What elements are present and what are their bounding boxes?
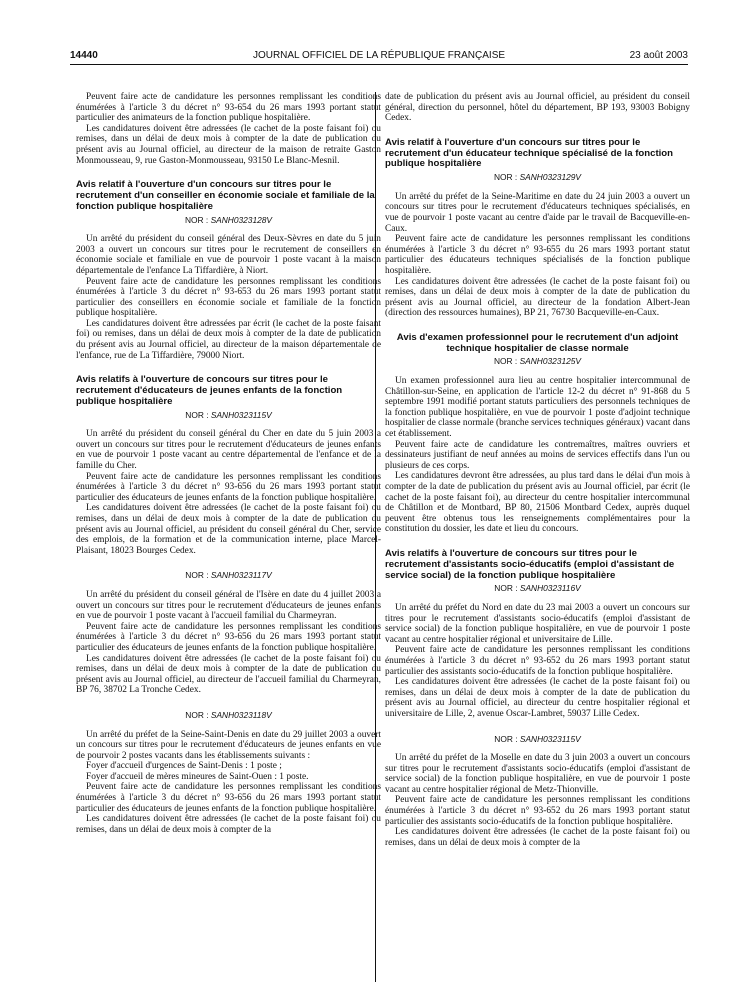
- notice-section: [385, 549, 690, 720]
- paragraph: Les candidatures doivent être adressées (le cachet de la poste faisant foi) ou remises, dans un délai de deux mois à compter de la date de publication du présent avis au Journal officiel, au directeur de l'accueil familial du Charmeyran, BP 76, 38702 La Tronche Cedex.: [76, 653, 381, 696]
- notice-section: [385, 333, 690, 535]
- paragraph: Les candidatures doivent être adressées (le cachet de la poste faisant foi) ou remises, dans un délai de deux mois à compter de la date de publication du présent avis au Journal officiel, au président du conseil général du Cher, service des emplois, de la formation et de la communication interne, place Marcel-Plaisant, 18023 Bourges Cedex.: [76, 503, 381, 556]
- paragraph: Un arrêté du président du conseil général des Deux-Sèvres en date du 5 juin 2003 a ouvert un concours sur titres pour le recrutement de conseillers en économie sociale et familiale en vue de pourvoir 1 poste vacant à la maison départementale de l'enfance La Tiffardière, à Niort.: [76, 234, 381, 276]
- issue-date: 23 août 2003: [629, 50, 688, 61]
- notice-subsection: [76, 570, 381, 696]
- paragraph: Un arrêté du préfet de la Seine-Maritime en date du 24 juin 2003 a ouvert un concours sur titres pour le recrutement d'éducateurs techniques spécialisés, en vue de pourvoir 1 poste vacant au centre d'aide par le travail de Bacqueville-en-Caux.: [385, 191, 690, 234]
- nor-reference: NOR : SANH0323115V: [185, 409, 272, 420]
- page-number: 14440: [70, 50, 98, 61]
- nor-reference: NOR : SANH0323115V: [494, 733, 581, 744]
- right-column: [385, 92, 690, 848]
- left-column: [76, 92, 381, 835]
- paragraph: Un arrêté du préfet de la Seine-Saint-Denis en date du 29 juillet 2003 a ouvert un concours sur titres pour le recrutement d'éducateurs de jeunes enfants en vue de pourvoir 2 postes vacants dans les établissements suivants :: [76, 729, 381, 761]
- nor-reference: NOR : SANH0323125V: [493, 356, 582, 367]
- paragraph: Peuvent faire acte de candidature les personnes remplissant les conditions énumérées à l'article 3 du décret n° 93-652 du 26 mars 1993 portant statut particulier des assistants socio-éducatifs de la fonction publique hospitalière.: [385, 645, 690, 677]
- paragraph: Les candidatures devront être adressées, au plus tard dans le délai d'un mois à compter de la date de publication du présent avis au Journal officiel, par écrit (le cachet de la poste faisant foi), au directeur du centre hospitalier intercommunal de Châtillon et de Montbard, BP 80, 21506 Montbard Cedex, auprès duquel peuvent être obtenus tous les renseignements complémentaires pour la constitution du dossier, les date et lieu du concours.: [385, 471, 690, 535]
- notice-title: Avis relatif à l'ouverture d'un concours sur titres pour le recrutement d'un éducateur technique spécialisé de la fonction publique hospitalière: [385, 136, 674, 170]
- paragraph: Peuvent faire acte de candidature les personnes remplissant les conditions énumérées à l'article 3 du décret n° 93-656 du 26 mars 1993 portant statut particulier des éducateurs de jeunes enfants de la fonction publique hospitalière.: [76, 471, 381, 503]
- paragraph: date de publication du présent avis au Journal officiel, au président du conseil général, direction du personnel, hôtel du département, BP 193, 93003 Bobigny Cedex.: [385, 92, 690, 124]
- paragraph: Un arrêté du président du conseil général du Cher en date du 5 juin 2003 a ouvert un concours sur titres pour le recrutement d'éducateurs de jeunes enfants en vue de pourvoir 1 poste vacant au centre départemental de l'enfance et de la famille du Cher.: [76, 429, 381, 472]
- paragraph: Peuvent faire acte de candidature les personnes remplissant les conditions énumérées à l'article 3 du décret n° 93-656 du 26 mars 1993 portant statut particulier des éducateurs de jeunes enfants de la fonction publique hospitalière.: [76, 782, 381, 814]
- paragraph: Peuvent faire acte de candidature les contremaîtres, maîtres ouvriers et dessinateurs justifiant de neuf années au moins de services effectifs dans l'un ou plusieurs de ces corps.: [385, 439, 690, 471]
- paragraph: Les candidatures doivent être adressées (le cachet de la poste faisant foi) ou remises, dans un délai de deux mois à compter de la: [385, 827, 690, 848]
- journal-title: JOURNAL OFFICIEL DE LA RÉPUBLIQUE FRANÇAISE: [252, 50, 506, 61]
- notice-title: Avis relatifs à l'ouverture de concours sur titres pour le recrutement d'assistants socio-éducatifs (emploi d'assistant de service social) de la fonction publique hospitalière: [385, 547, 675, 581]
- paragraph: Un arrêté du président du conseil général de l'Isère en date du 4 juillet 2003 a ouvert un concours sur titres pour le recrutement d'éducateurs de jeunes enfants en vue de pourvoir 1 poste vacant à l'accueil familial du Charmeyran.: [76, 589, 381, 622]
- paragraph: Les candidatures doivent être adressées (le cachet de la poste faisant foi) ou remises, dans un délai de deux mois à compter de la date de publication du présent avis au Journal officiel, au directeur du centre hospitalier régional et universitaire de Lille, 2, avenue Oscar-Lambret, 59037 Lille Cedex.: [385, 677, 690, 719]
- list-item: Foyer d'accueil d'urgences de Saint-Denis : 1 poste ;: [86, 761, 282, 772]
- notice-section: [76, 375, 381, 556]
- paragraph: Un arrêté du préfet de la Moselle en date du 3 juin 2003 a ouvert un concours sur titres pour le recrutement d'assistants socio-éducatifs (emploi d'assistant de service social) de la fonction publique hospitalière, en vue de pourvoir 1 poste vacant au centre hospitalier régional de Metz-Thionville.: [385, 753, 690, 795]
- paragraph: Les candidatures doivent être adressées par écrit (le cachet de la poste faisant foi) ou remises, dans un délai de deux mois à compter de la date de publication du présent avis au Journal officiel, au directeur de la maison départementale de l'enfance, rue de La Tiffardière, 79000 Niort.: [76, 318, 381, 361]
- paragraph: Peuvent faire acte de candidature les personnes remplissant les conditions énumérées à l'article 3 du décret n° 93-655 du 26 mars 1993 portant statut particulier des éducateurs techniques spécialisés de la fonction publique hospitalière.: [385, 234, 690, 276]
- nor-reference: NOR : SANH0323128V: [184, 214, 273, 225]
- notice-subsection: [385, 734, 690, 849]
- notice-title: Avis d'examen professionnel pour le recrutement d'un adjoint technique hospitalier de classe normale: [396, 331, 679, 354]
- nor-reference: NOR : SANH0323117V: [185, 570, 272, 581]
- paragraph: Peuvent faire acte de candidature les personnes remplissant les conditions énumérées à l'article 3 du décret n° 93-653 du 26 mars 1993 portant statut particulier des conseillers en économie sociale et familiale de la fonction publique hospitalière.: [76, 276, 381, 319]
- paragraph: Un arrêté du préfet du Nord en date du 23 mai 2003 a ouvert un concours sur titres pour le recrutement d'assistants socio-éducatifs (emploi d'assistant de service social) de la fonction publique hospitalière, en vue de pourvoir 1 poste vacant au centre hospitalier régional et universitaire de Lille.: [385, 602, 690, 645]
- nor-reference: NOR : SANH0323118V: [185, 709, 272, 720]
- paragraph: Un examen professionnel aura lieu au centre hospitalier intercommunal de Châtillon-sur-Seine, en application de l'article 12-2 du décret n° 91-868 du 5 septembre 1991 modifié portant statuts particuliers des personnels techniques de la fonction publique hospitalière, en vue de pourvoir 1 poste d'adjoint technique hospitalier de classe normale (branche services techniques généraux) vacant dans cet établissement.: [385, 376, 690, 440]
- notice-section: [76, 180, 381, 361]
- page-header: [70, 50, 688, 64]
- paragraph: Les candidatures doivent être adressées (le cachet de la poste faisant foi) ou remises, dans un délai de deux mois à compter de la date de publication du présent avis au Journal officiel, au directeur de la fondation Albert-Jean (direction des ressources humaines), BP 21, 76730 Bacqueville-en-Caux.: [385, 276, 690, 319]
- notice-title: Avis relatifs à l'ouverture de concours sur titres pour le recrutement d'éducateurs de jeunes enfants de la fonction publique hospitalière: [76, 374, 343, 407]
- nor-reference: NOR : SANH0323129V: [493, 172, 582, 183]
- paragraph: Peuvent faire acte de candidature les personnes remplissant les conditions énumérées à l'article 3 du décret n° 93-656 du 26 mars 1993 portant statut particulier des éducateurs de jeunes enfants de la fonction publique hospitalière.: [76, 621, 381, 653]
- notice-title: Avis relatif à l'ouverture d'un concours sur titres pour le recrutement d'un conseiller en économie sociale et familiale de la fonction publique hospitalière: [76, 179, 375, 212]
- notice-section: [385, 138, 690, 319]
- paragraph: Les candidatures doivent être adressées (le cachet de la poste faisant foi) ou remises, dans un délai de deux mois à compter de la: [76, 814, 381, 835]
- paragraph: Peuvent faire acte de candidature les personnes remplissant les conditions énumérées à l'article 3 du décret n° 93-652 du 26 mars 1993 portant statut particulier des assistants socio-éducatifs de la fonction publique hospitalière.: [385, 795, 690, 827]
- paragraph: Peuvent faire acte de candidature les personnes remplissant les conditions énumérées à l'article 3 du décret n° 93-654 du 26 mars 1993 portant statut particulier des animateurs de la fonction publique hospitalière.: [76, 92, 381, 124]
- paragraph: Les candidatures doivent être adressées (le cachet de la poste faisant foi) ou remises, dans un délai de deux mois à compter de la date de publication du présent avis au Journal officiel, au directeur de la maison de retraite Gaston Monmousseau, 9, rue Gaston-Monmousseau, 93150 Le Blanc-Mesnil.: [76, 123, 381, 166]
- list-item: Foyer d'accueil de mères mineures de Saint-Ouen : 1 poste.: [86, 771, 309, 782]
- header-rule: [70, 64, 688, 65]
- nor-reference: NOR : SANH0323116V: [494, 583, 581, 594]
- notice-subsection: [76, 710, 381, 836]
